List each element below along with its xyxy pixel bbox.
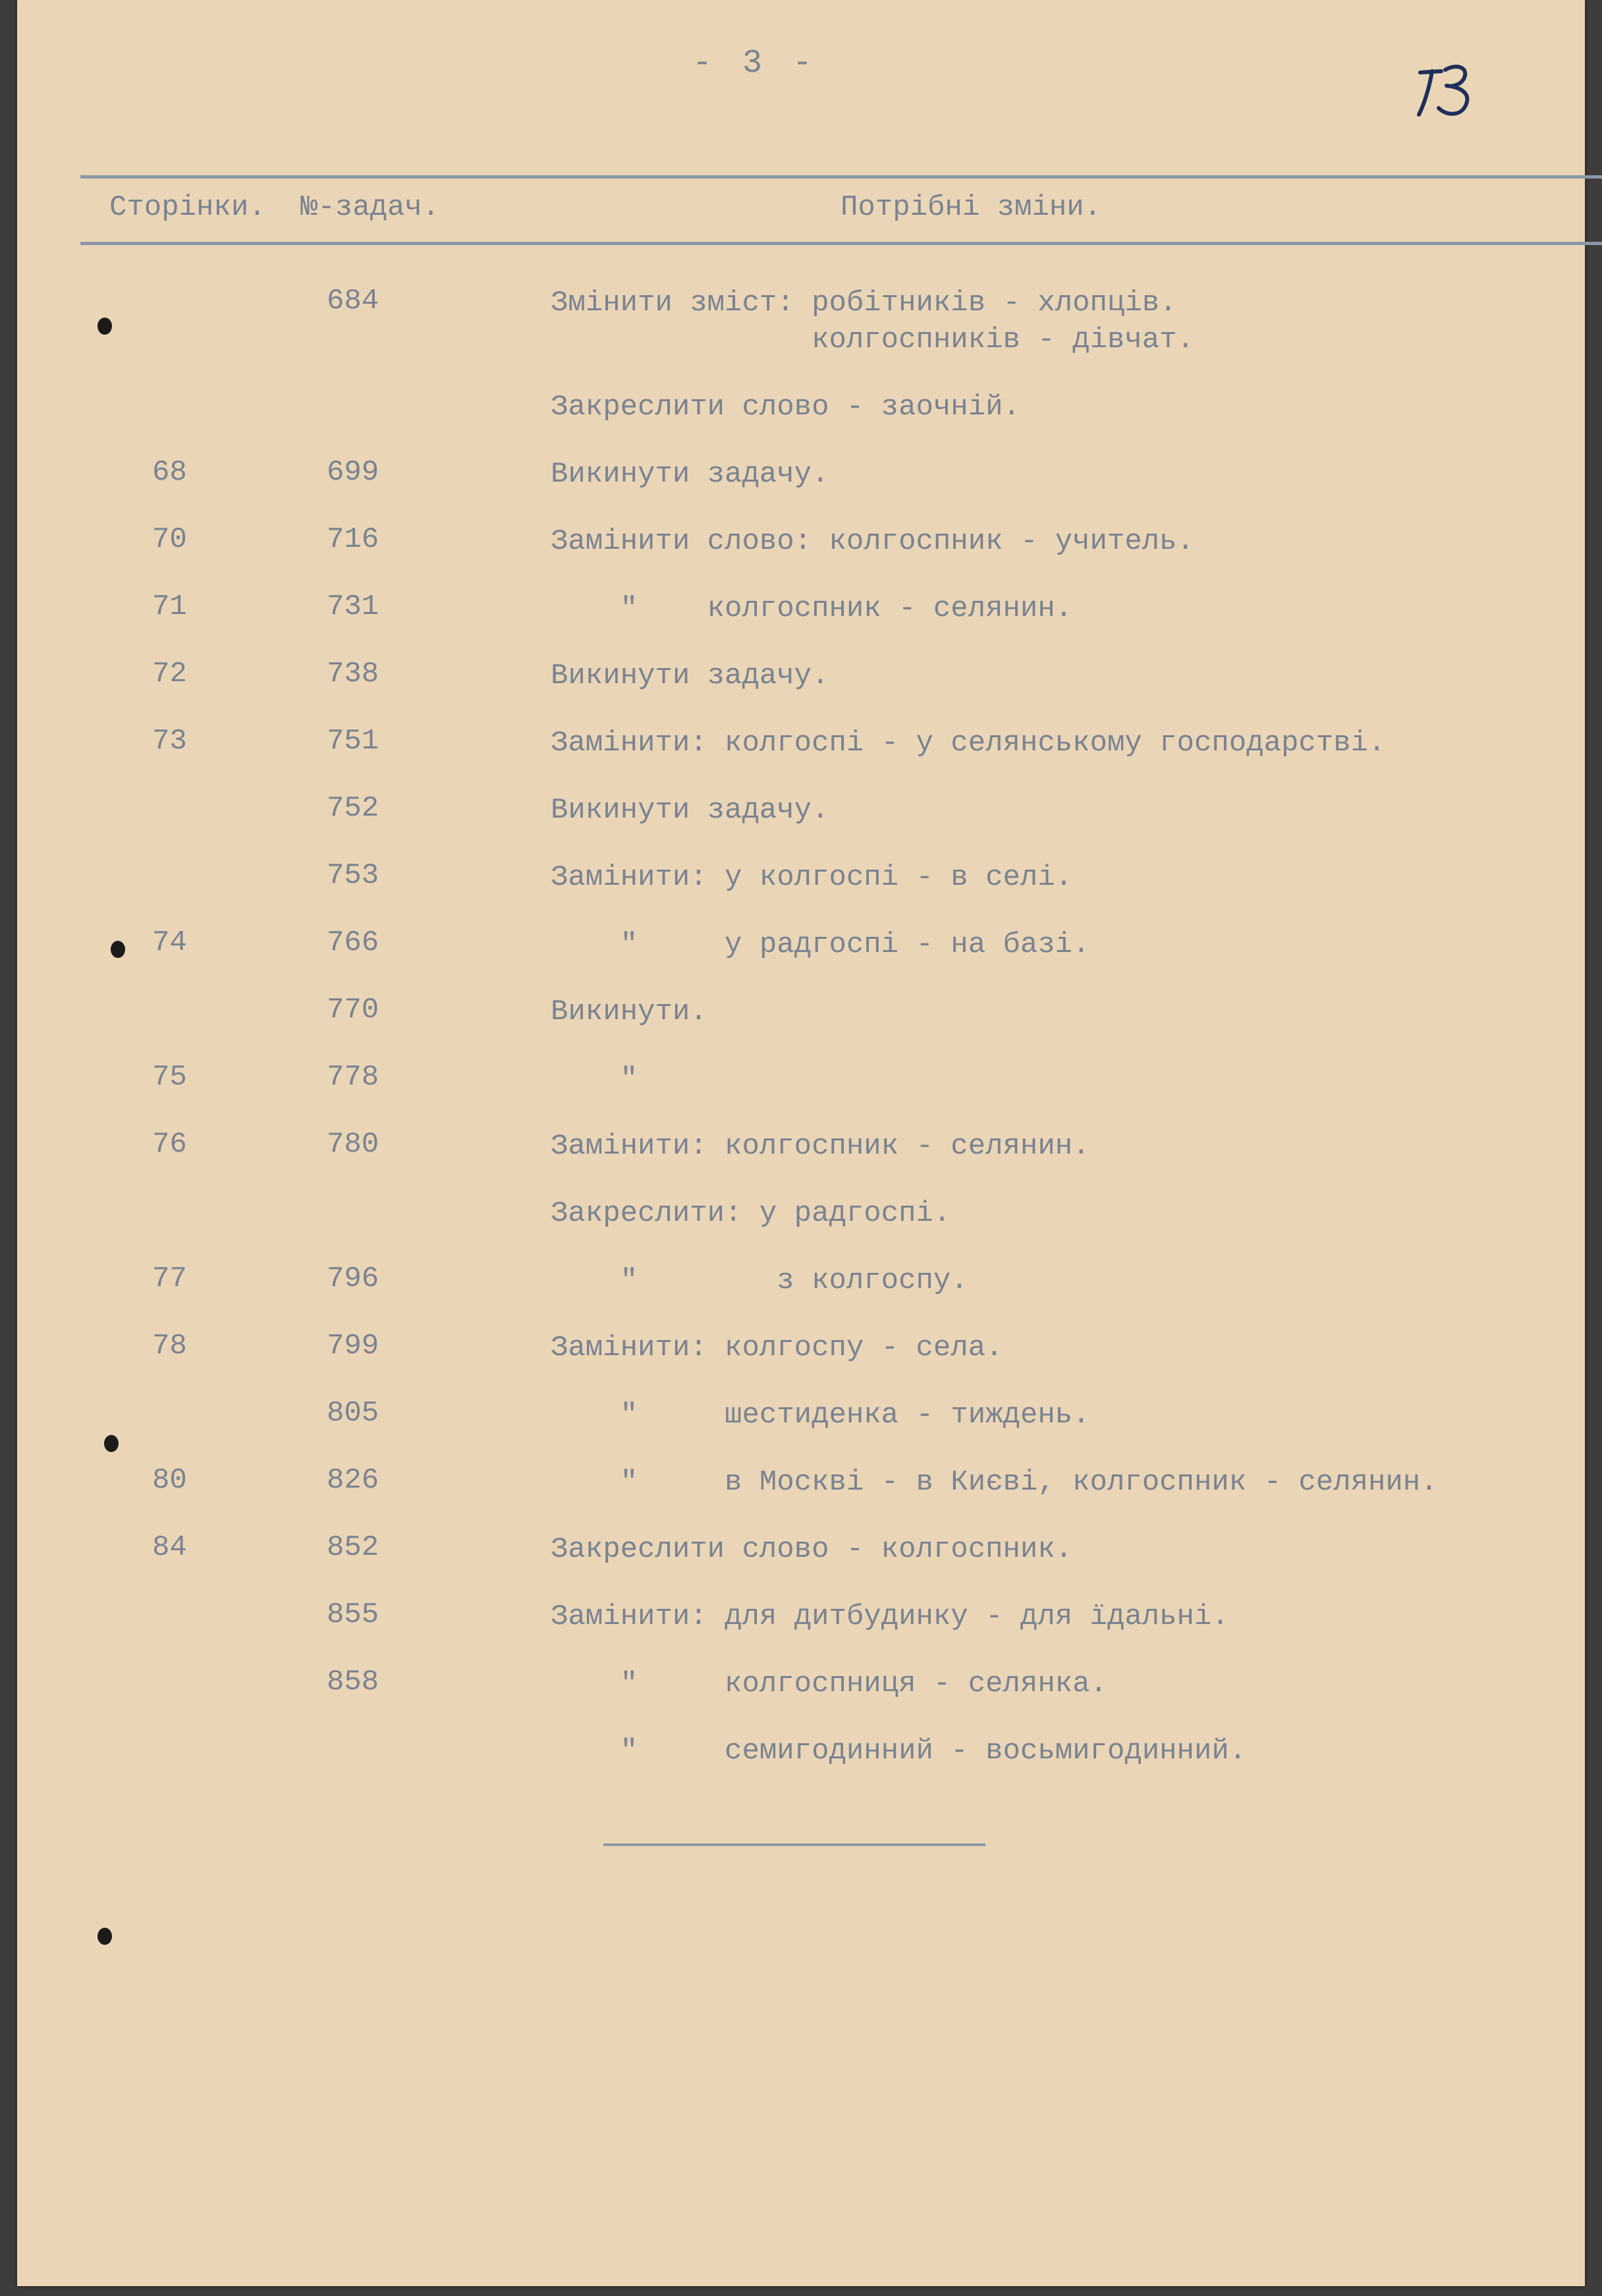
row-task: 852 [327,1531,379,1564]
binding-hole [111,941,125,958]
table-row [17,658,1585,717]
row-task: 855 [327,1598,379,1631]
table-row [17,1598,1585,1658]
row-task: 731 [327,590,379,623]
binding-hole [97,318,112,335]
row-change: Викинути задачу. [551,659,829,692]
table-header-rule [80,242,1602,245]
row-page: 84 [152,1531,187,1564]
row-change: Замінити: для дитбудинку - для їдальні. [551,1600,1229,1633]
row-change: Викинути задачу. [551,458,829,491]
table-row [17,725,1585,784]
end-of-list-rule [603,1843,985,1846]
row-task: 778 [327,1061,379,1094]
row-task: 751 [327,725,379,758]
table-row [17,1531,1585,1590]
row-change: Закреслити слово - заочній. [551,391,1020,424]
table-row [17,389,1585,448]
row-page: 72 [152,658,187,690]
row-task: 826 [327,1464,379,1497]
row-task: 780 [327,1128,379,1161]
table-row [17,994,1585,1053]
row-task: 753 [327,859,379,892]
row-change: Замінити: колгоспник - селянин. [551,1130,1090,1163]
table-row [17,1195,1585,1254]
row-page: 74 [152,926,187,959]
table-top-rule [80,175,1602,179]
row-task: 738 [327,658,379,690]
row-page: 71 [152,590,187,623]
row-task: 805 [327,1397,379,1430]
row-task: 766 [327,926,379,959]
table-row [17,1061,1585,1120]
row-task: 684 [327,285,379,318]
table-row [17,792,1585,851]
row-change: Змінити зміст: робітників - хлопців. колгоспників - дівчат. [551,287,1194,356]
row-change: " колгоспниця - селянка. [551,1667,1107,1700]
row-page: 80 [152,1464,187,1497]
row-task: 770 [327,994,379,1026]
row-change: " колгоспник - селянин. [551,592,1073,625]
row-change: Замінити: у колгоспі - в селі. [551,861,1073,894]
row-task: 699 [327,456,379,489]
document-page [17,0,1585,2286]
table-row [17,590,1585,650]
row-page: 76 [152,1128,187,1161]
table-row [17,523,1585,582]
row-task: 858 [327,1666,379,1698]
row-page: 68 [152,456,187,489]
row-change: " шестиденка - тиждень. [551,1399,1090,1432]
row-change: " [551,1063,638,1096]
row-task: 716 [327,523,379,556]
handwritten-archive-number [1407,51,1486,124]
table-row [17,1262,1585,1322]
row-change: " з колгоспу. [551,1264,968,1297]
binding-hole [97,1928,112,1945]
row-change: Закреслити: у радгоспі. [551,1197,951,1230]
page-number: - 3 - [692,45,818,82]
row-page: 73 [152,725,187,758]
row-change: Замінити: колгоспу - села. [551,1331,1003,1364]
row-task: 799 [327,1330,379,1362]
table-row [17,1330,1585,1389]
table-row [17,859,1585,918]
row-change: Викинути задачу. [551,794,829,827]
binding-hole [104,1435,119,1452]
column-header-task-number: №-задач. [300,191,440,224]
row-task: 752 [327,792,379,825]
row-change: Викинути. [551,995,707,1028]
table-row [17,285,1585,356]
column-header-changes: Потрібні зміни. [841,191,1102,224]
row-change: " семигодинний - восьмигодинний. [551,1735,1247,1768]
row-change: " в Москві - в Києві, колгоспник - селянин. [551,1466,1438,1499]
column-header-pages: Сторінки. [109,191,266,224]
row-task: 796 [327,1262,379,1295]
row-change: Закреслити слово - колгоспник. [551,1533,1073,1566]
row-change: Замінити: колгоспі - у селянському господарстві. [551,727,1386,760]
table-row [17,1397,1585,1456]
table-row [17,1733,1585,1792]
table-row [17,1464,1585,1523]
table-row [17,1666,1585,1725]
table-row [17,1128,1585,1187]
row-page: 77 [152,1262,187,1295]
row-change: " у радгоспі - на базі. [551,928,1090,961]
table-row [17,456,1585,515]
row-page: 75 [152,1061,187,1094]
row-page: 78 [152,1330,187,1362]
row-change: Замінити слово: колгоспник - учитель. [551,525,1194,558]
row-page: 70 [152,523,187,556]
table-row [17,926,1585,986]
